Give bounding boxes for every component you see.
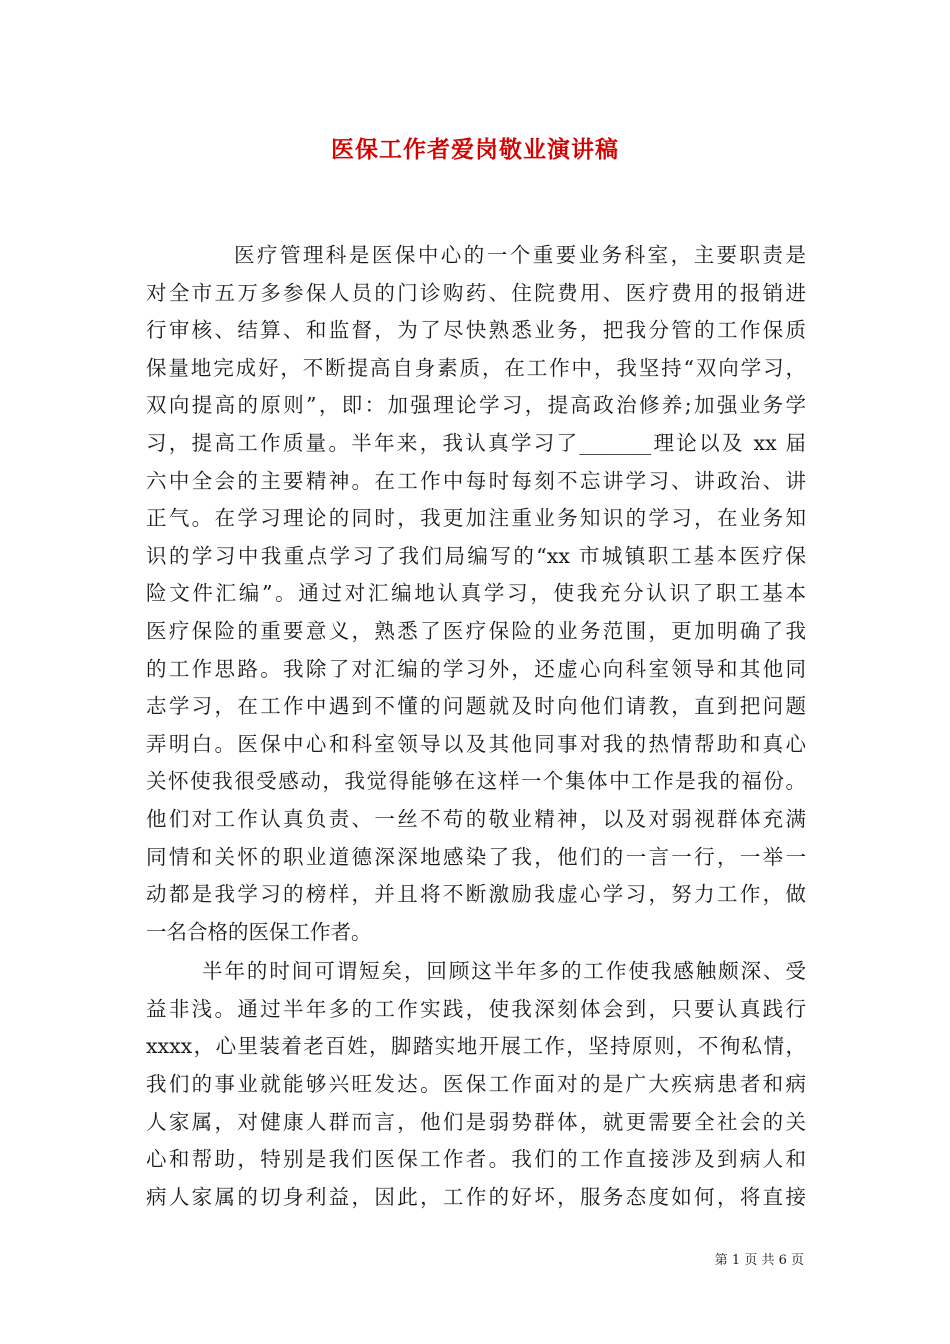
paragraph-line: 六中全会的主要精神。在工作中每时每刻不忘讲学习、讲政治、讲 [146,468,806,493]
paragraph-line: 他们对工作认真负责、一丝不苟的敬业精神，以及对弱视群体充满 [146,806,806,831]
paragraph-line: 关怀使我很受感动，我觉得能够在这样一个集体中工作是我的福份。 [146,769,806,794]
paragraph-1 [146,237,806,951]
paragraph-line: xxxx，心里装着老百姓，脚踏实地开展工作，坚持原则，不徇私情， [146,1034,806,1059]
paragraph-line: 正气。在学习理论的同时，我更加注重业务知识的学习，在业务知 [146,506,806,531]
paragraph-line: 弄明白。医保中心和科室领导以及其他同事对我的热情帮助和真心 [146,731,806,756]
paragraph-line: 保量地完成好，不断提高自身素质，在工作中，我坚持“双向学习， [146,355,806,380]
paragraph-line: 动都是我学习的榜样，并且将不断激励我虚心学习，努力工作，做 [146,882,806,907]
paragraph-line: 习，提高工作质量。半年来，我认真学习了_______理论以及 xx 届 [146,430,806,455]
paragraph-line: 双向提高的原则”，即：加强理论学习，提高政治修养;加强业务学 [146,393,806,418]
page-number: 第 1 页 共 6 页 [714,1253,804,1268]
paragraph-line: 识的学习中我重点学习了我们局编写的“xx 市城镇职工基本医疗保 [146,543,806,568]
paragraph-line: 志学习，在工作中遇到不懂的问题就及时向他们请教，直到把问题 [146,694,806,719]
paragraph-line: 益非浅。通过半年多的工作实践，使我深刻体会到，只要认真践行 [146,996,806,1021]
paragraph-line: 人家属，对健康人群而言，他们是弱势群体，就更需要全社会的关 [146,1109,806,1134]
document-body [146,237,806,1216]
paragraph-line: 半年的时间可谓短矣，回顾这半年多的工作使我感触颇深、受 [202,959,806,984]
paragraph-line: 医疗保险的重要意义，熟悉了医疗保险的业务范围，更加明确了我 [146,618,806,643]
page-title: 医保工作者爱岗敬业演讲稿 [331,136,619,163]
paragraph-line: 行审核、结算、和监督，为了尽快熟悉业务，把我分管的工作保质 [146,318,806,343]
paragraph-line: 我们的事业就能够兴旺发达。医保工作面对的是广大疾病患者和病 [146,1072,806,1097]
paragraph-line: 险文件汇编”。通过对汇编地认真学习，使我充分认识了职工基本 [146,581,806,606]
paragraph-line: 的工作思路。我除了对汇编的学习外，还虚心向科室领导和其他同 [146,656,806,681]
paragraph-2 [146,953,806,1216]
paragraph-line: 心和帮助，特别是我们医保工作者。我们的工作直接涉及到病人和 [146,1147,806,1172]
paragraph-line: 一名合格的医保工作者。 [146,919,372,944]
paragraph-line: 同情和关怀的职业道德深深地感染了我，他们的一言一行，一举一 [146,844,806,869]
paragraph-line: 病人家属的切身利益，因此，工作的好坏，服务态度如何，将直接 [146,1184,806,1209]
paragraph-line: 医疗管理科是医保中心的一个重要业务科室，主要职责是 [234,243,806,267]
paragraph-line: 对全市五万多参保人员的门诊购药、住院费用、医疗费用的报销进 [146,280,806,305]
